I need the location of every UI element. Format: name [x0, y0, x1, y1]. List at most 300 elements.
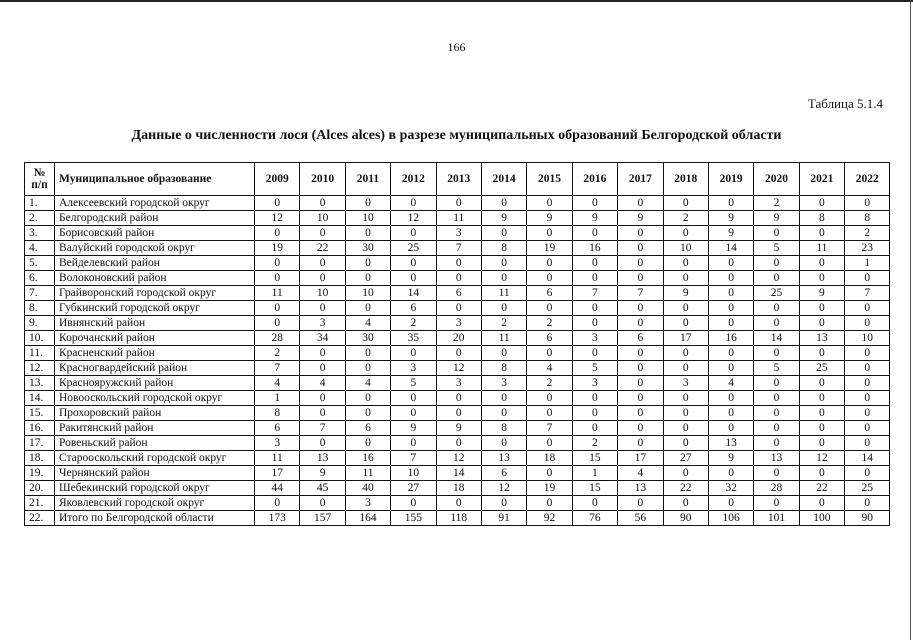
population-value: 0 — [572, 406, 617, 421]
population-value: 0 — [708, 196, 753, 211]
population-value: 7 — [845, 286, 890, 301]
population-value: 0 — [663, 406, 708, 421]
population-value: 11 — [799, 241, 844, 256]
header-year: 2014 — [481, 163, 526, 196]
population-value: 0 — [300, 196, 345, 211]
population-value: 0 — [663, 256, 708, 271]
population-value: 6 — [436, 286, 481, 301]
population-value: 0 — [391, 196, 436, 211]
population-value: 0 — [255, 301, 300, 316]
population-value: 0 — [663, 496, 708, 511]
population-value: 11 — [481, 286, 526, 301]
population-value: 0 — [345, 436, 390, 451]
row-number: 11. — [25, 346, 55, 361]
population-value: 17 — [255, 466, 300, 481]
municipality-name: Краснояружский район — [55, 376, 255, 391]
population-value: 0 — [572, 256, 617, 271]
row-number: 5. — [25, 256, 55, 271]
population-value: 0 — [845, 316, 890, 331]
population-value: 3 — [345, 496, 390, 511]
population-value: 0 — [708, 271, 753, 286]
population-value: 32 — [708, 481, 753, 496]
population-value: 90 — [845, 511, 890, 526]
population-value: 0 — [799, 436, 844, 451]
population-value: 0 — [845, 391, 890, 406]
population-value: 4 — [345, 316, 390, 331]
population-value: 1 — [572, 466, 617, 481]
population-value: 14 — [391, 286, 436, 301]
population-value: 0 — [845, 406, 890, 421]
municipality-name: Итого по Белгородской области — [55, 511, 255, 526]
population-value: 0 — [754, 271, 799, 286]
population-value: 13 — [481, 451, 526, 466]
population-value: 0 — [799, 421, 844, 436]
population-value: 8 — [845, 211, 890, 226]
population-value: 17 — [663, 331, 708, 346]
population-value: 0 — [436, 436, 481, 451]
population-value: 0 — [345, 391, 390, 406]
population-value: 0 — [708, 361, 753, 376]
population-value: 0 — [345, 346, 390, 361]
table-row — [25, 226, 890, 241]
municipality-name: Волоконовский район — [55, 271, 255, 286]
population-value: 0 — [300, 436, 345, 451]
population-value: 0 — [572, 391, 617, 406]
population-value: 0 — [754, 391, 799, 406]
population-value: 19 — [255, 241, 300, 256]
header-number-abbr: п/п — [31, 179, 48, 191]
population-value: 0 — [618, 301, 663, 316]
row-number: 21. — [25, 496, 55, 511]
population-value: 0 — [799, 226, 844, 241]
population-value: 10 — [300, 286, 345, 301]
population-value: 2 — [754, 196, 799, 211]
population-value: 0 — [391, 256, 436, 271]
municipality-name: Шебекинский городской округ — [55, 481, 255, 496]
population-value: 164 — [345, 511, 390, 526]
population-value: 0 — [300, 346, 345, 361]
population-value: 0 — [527, 391, 572, 406]
population-value: 0 — [436, 391, 481, 406]
header-year: 2016 — [572, 163, 617, 196]
row-number: 10. — [25, 331, 55, 346]
population-value: 0 — [618, 406, 663, 421]
row-number: 2. — [25, 211, 55, 226]
row-number: 4. — [25, 241, 55, 256]
header-year: 2013 — [436, 163, 481, 196]
population-value: 8 — [481, 361, 526, 376]
population-value: 5 — [391, 376, 436, 391]
population-value: 0 — [845, 271, 890, 286]
population-value: 8 — [481, 421, 526, 436]
table-body — [25, 196, 890, 526]
table-row — [25, 301, 890, 316]
population-value: 0 — [345, 406, 390, 421]
population-value: 17 — [618, 451, 663, 466]
table-row — [25, 211, 890, 226]
population-value: 3 — [572, 376, 617, 391]
row-number: 15. — [25, 406, 55, 421]
population-value: 0 — [481, 496, 526, 511]
population-value: 8 — [255, 406, 300, 421]
population-value: 9 — [300, 466, 345, 481]
population-value: 12 — [481, 481, 526, 496]
population-value: 0 — [255, 316, 300, 331]
population-value: 0 — [255, 196, 300, 211]
population-value: 0 — [618, 241, 663, 256]
population-value: 56 — [618, 511, 663, 526]
population-value: 0 — [345, 196, 390, 211]
population-value: 44 — [255, 481, 300, 496]
population-value: 11 — [345, 466, 390, 481]
row-number: 22. — [25, 511, 55, 526]
row-number: 19. — [25, 466, 55, 481]
population-value: 0 — [572, 346, 617, 361]
population-value: 0 — [663, 271, 708, 286]
population-value: 0 — [754, 226, 799, 241]
row-number: 18. — [25, 451, 55, 466]
population-value: 22 — [799, 481, 844, 496]
population-value: 9 — [754, 211, 799, 226]
population-value: 3 — [391, 361, 436, 376]
population-value: 7 — [300, 421, 345, 436]
population-value: 0 — [572, 496, 617, 511]
table-header-row — [25, 163, 890, 196]
population-value: 157 — [300, 511, 345, 526]
population-value: 0 — [300, 361, 345, 376]
municipality-name: Вейделевский район — [55, 256, 255, 271]
population-value: 0 — [527, 466, 572, 481]
population-value: 6 — [391, 301, 436, 316]
population-value: 14 — [754, 331, 799, 346]
population-value: 9 — [799, 286, 844, 301]
population-value: 0 — [708, 301, 753, 316]
population-value: 6 — [527, 331, 572, 346]
population-value: 4 — [255, 376, 300, 391]
population-value: 0 — [754, 436, 799, 451]
table-row — [25, 331, 890, 346]
municipality-name: Яковлевский городской округ — [55, 496, 255, 511]
population-value: 0 — [845, 466, 890, 481]
population-value: 0 — [754, 256, 799, 271]
table-row — [25, 346, 890, 361]
population-value: 155 — [391, 511, 436, 526]
population-value: 20 — [436, 331, 481, 346]
population-value: 0 — [618, 271, 663, 286]
population-value: 0 — [481, 346, 526, 361]
population-value: 19 — [527, 241, 572, 256]
population-value: 0 — [481, 391, 526, 406]
population-value: 6 — [255, 421, 300, 436]
table-row — [25, 421, 890, 436]
population-value: 0 — [527, 256, 572, 271]
population-value: 0 — [391, 391, 436, 406]
population-value: 101 — [754, 511, 799, 526]
page-top-border — [0, 0, 913, 2]
table-row — [25, 391, 890, 406]
population-value: 5 — [754, 361, 799, 376]
population-value: 4 — [527, 361, 572, 376]
population-value: 9 — [572, 211, 617, 226]
population-value: 10 — [391, 466, 436, 481]
population-value: 18 — [436, 481, 481, 496]
population-value: 0 — [345, 301, 390, 316]
population-value: 0 — [255, 226, 300, 241]
population-value: 11 — [436, 211, 481, 226]
population-value: 2 — [527, 316, 572, 331]
population-value: 0 — [391, 346, 436, 361]
population-value: 0 — [481, 406, 526, 421]
municipality-name: Грайворонский городской округ — [55, 286, 255, 301]
table-row — [25, 316, 890, 331]
population-value: 0 — [663, 391, 708, 406]
header-year: 2021 — [799, 163, 844, 196]
population-value: 2 — [255, 346, 300, 361]
population-value: 0 — [481, 301, 526, 316]
population-value: 0 — [436, 196, 481, 211]
population-value: 100 — [799, 511, 844, 526]
population-value: 0 — [708, 466, 753, 481]
population-value: 3 — [572, 331, 617, 346]
population-value: 3 — [436, 226, 481, 241]
population-value: 2 — [572, 436, 617, 451]
population-value: 0 — [345, 256, 390, 271]
population-value: 0 — [845, 196, 890, 211]
population-value: 118 — [436, 511, 481, 526]
population-value: 11 — [481, 331, 526, 346]
population-value: 0 — [618, 421, 663, 436]
population-value: 0 — [799, 271, 844, 286]
population-value: 19 — [527, 481, 572, 496]
population-value: 0 — [391, 271, 436, 286]
population-value: 0 — [754, 466, 799, 481]
population-value: 0 — [436, 256, 481, 271]
population-value: 0 — [618, 436, 663, 451]
population-value: 3 — [663, 376, 708, 391]
population-value: 30 — [345, 241, 390, 256]
population-value: 0 — [663, 316, 708, 331]
table-row — [25, 376, 890, 391]
population-value: 0 — [481, 256, 526, 271]
population-value: 0 — [618, 256, 663, 271]
municipality-name: Корочанский район — [55, 331, 255, 346]
header-year: 2017 — [618, 163, 663, 196]
population-value: 14 — [436, 466, 481, 481]
population-value: 91 — [481, 511, 526, 526]
population-value: 0 — [300, 256, 345, 271]
population-value: 6 — [481, 466, 526, 481]
population-value: 23 — [845, 241, 890, 256]
population-value: 9 — [708, 226, 753, 241]
population-value: 0 — [845, 346, 890, 361]
population-value: 0 — [572, 271, 617, 286]
municipality-name: Валуйский городской округ — [55, 241, 255, 256]
population-value: 25 — [391, 241, 436, 256]
population-value: 4 — [618, 466, 663, 481]
population-value: 0 — [572, 421, 617, 436]
population-value: 0 — [799, 346, 844, 361]
population-value: 25 — [845, 481, 890, 496]
population-value: 9 — [663, 286, 708, 301]
row-number: 3. — [25, 226, 55, 241]
population-value: 9 — [527, 211, 572, 226]
population-value: 0 — [572, 301, 617, 316]
population-value: 30 — [345, 331, 390, 346]
population-value: 22 — [663, 481, 708, 496]
population-value: 4 — [708, 376, 753, 391]
header-year: 2010 — [300, 163, 345, 196]
table-row — [25, 481, 890, 496]
table-row — [25, 451, 890, 466]
population-value: 106 — [708, 511, 753, 526]
population-value: 14 — [845, 451, 890, 466]
population-value: 0 — [708, 316, 753, 331]
population-value: 12 — [436, 451, 481, 466]
population-value: 12 — [799, 451, 844, 466]
population-value: 173 — [255, 511, 300, 526]
population-value: 0 — [300, 496, 345, 511]
population-value: 8 — [481, 241, 526, 256]
population-value: 0 — [845, 376, 890, 391]
population-value: 0 — [255, 256, 300, 271]
population-value: 0 — [754, 421, 799, 436]
row-number: 20. — [25, 481, 55, 496]
population-value: 92 — [527, 511, 572, 526]
population-value: 2 — [391, 316, 436, 331]
population-value: 0 — [663, 301, 708, 316]
population-value: 5 — [572, 361, 617, 376]
population-value: 0 — [799, 256, 844, 271]
population-value: 0 — [391, 436, 436, 451]
table-row — [25, 361, 890, 376]
population-value: 3 — [436, 376, 481, 391]
population-value: 0 — [754, 406, 799, 421]
row-number: 13. — [25, 376, 55, 391]
population-value: 0 — [618, 496, 663, 511]
population-value: 25 — [799, 361, 844, 376]
header-year: 2011 — [345, 163, 390, 196]
population-value: 2 — [845, 226, 890, 241]
population-value: 0 — [754, 316, 799, 331]
population-value: 0 — [300, 226, 345, 241]
header-number — [25, 163, 55, 196]
population-value: 7 — [527, 421, 572, 436]
population-value: 0 — [527, 226, 572, 241]
municipality-name: Ровеньский район — [55, 436, 255, 451]
population-value: 0 — [754, 496, 799, 511]
population-value: 40 — [345, 481, 390, 496]
population-value: 2 — [481, 316, 526, 331]
population-value: 14 — [708, 241, 753, 256]
header-year: 2022 — [845, 163, 890, 196]
population-value: 10 — [345, 211, 390, 226]
population-value: 0 — [663, 361, 708, 376]
population-value: 9 — [708, 451, 753, 466]
population-value: 9 — [436, 421, 481, 436]
population-value: 0 — [799, 496, 844, 511]
population-value: 11 — [255, 451, 300, 466]
population-value: 0 — [799, 376, 844, 391]
population-value: 0 — [708, 286, 753, 301]
population-value: 0 — [527, 406, 572, 421]
population-value: 7 — [391, 451, 436, 466]
row-number: 9. — [25, 316, 55, 331]
population-value: 13 — [754, 451, 799, 466]
municipality-name: Ракитянский район — [55, 421, 255, 436]
population-value: 0 — [527, 346, 572, 361]
header-municipality: Муниципальное образование — [55, 163, 255, 196]
population-value: 0 — [572, 196, 617, 211]
population-value: 0 — [481, 436, 526, 451]
row-number: 7. — [25, 286, 55, 301]
population-value: 22 — [300, 241, 345, 256]
row-number: 17. — [25, 436, 55, 451]
population-value: 0 — [618, 376, 663, 391]
population-value: 13 — [708, 436, 753, 451]
population-value: 0 — [708, 406, 753, 421]
population-value: 0 — [572, 226, 617, 241]
population-value: 90 — [663, 511, 708, 526]
population-value: 0 — [436, 406, 481, 421]
population-value: 27 — [391, 481, 436, 496]
population-value: 0 — [618, 316, 663, 331]
population-value: 0 — [481, 271, 526, 286]
population-value: 0 — [708, 421, 753, 436]
population-value: 7 — [255, 361, 300, 376]
population-value: 0 — [663, 226, 708, 241]
table-row — [25, 286, 890, 301]
table-row — [25, 466, 890, 481]
population-value: 28 — [754, 481, 799, 496]
population-value: 9 — [481, 211, 526, 226]
municipality-name: Борисовский район — [55, 226, 255, 241]
table-row — [25, 406, 890, 421]
population-value: 25 — [754, 286, 799, 301]
population-value: 10 — [300, 211, 345, 226]
population-value: 12 — [391, 211, 436, 226]
population-value: 0 — [345, 226, 390, 241]
population-value: 18 — [527, 451, 572, 466]
population-value: 0 — [618, 346, 663, 361]
row-number: 12. — [25, 361, 55, 376]
population-value: 0 — [618, 196, 663, 211]
population-value: 0 — [754, 301, 799, 316]
page-right-border — [910, 0, 911, 640]
population-value: 0 — [663, 421, 708, 436]
table-row — [25, 241, 890, 256]
population-value: 9 — [391, 421, 436, 436]
population-value: 0 — [845, 361, 890, 376]
population-value: 9 — [618, 211, 663, 226]
population-value: 12 — [436, 361, 481, 376]
population-value: 0 — [345, 361, 390, 376]
population-value: 45 — [300, 481, 345, 496]
population-value: 0 — [618, 391, 663, 406]
population-value: 0 — [663, 436, 708, 451]
header-number-symbol: № — [33, 167, 46, 179]
population-value: 8 — [799, 211, 844, 226]
population-value: 5 — [754, 241, 799, 256]
population-value: 0 — [799, 406, 844, 421]
population-value: 13 — [799, 331, 844, 346]
municipality-name: Ивнянский район — [55, 316, 255, 331]
population-value: 0 — [391, 406, 436, 421]
population-value: 0 — [436, 271, 481, 286]
population-value: 0 — [300, 406, 345, 421]
row-number: 6. — [25, 271, 55, 286]
population-value: 1 — [845, 256, 890, 271]
header-year: 2018 — [663, 163, 708, 196]
